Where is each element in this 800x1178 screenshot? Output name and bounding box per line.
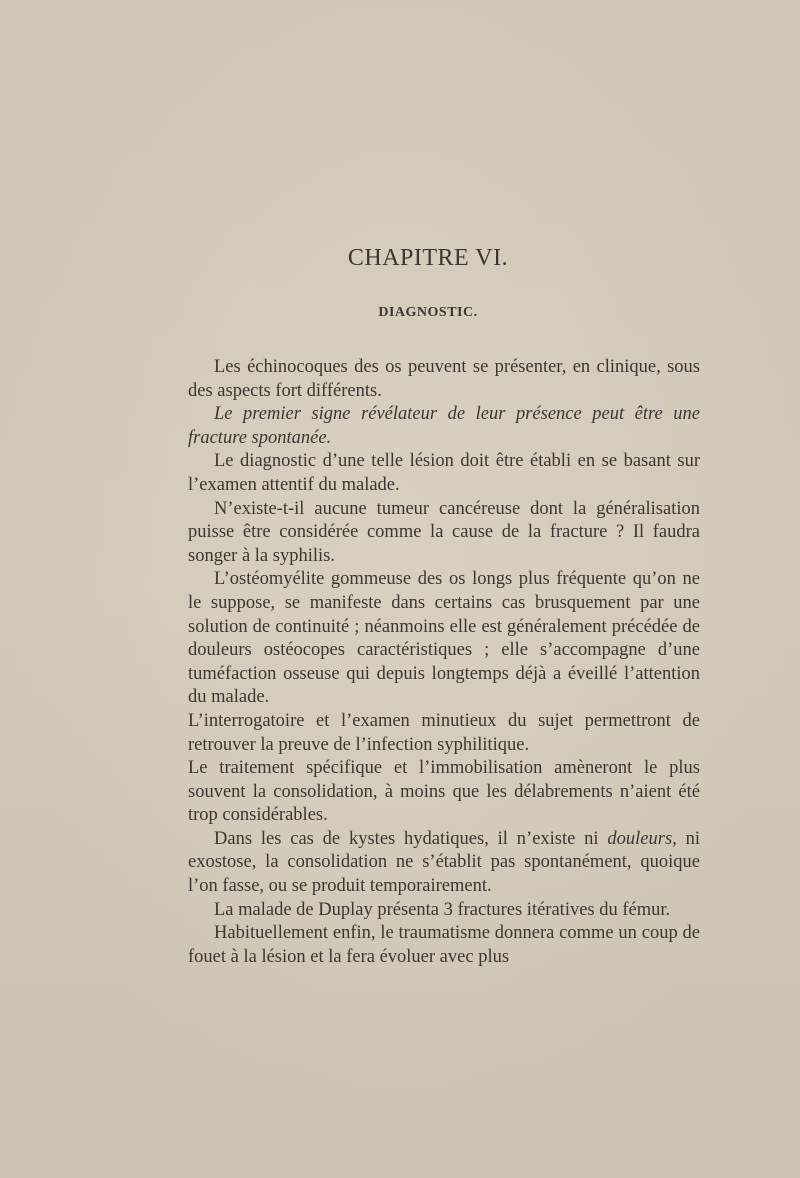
paragraph: L’interrogatoire et l’examen minutieux du sujet permettront de retrouver la preuve de l’infection syphilitique. — [188, 710, 700, 755]
italic-word: douleurs — [607, 828, 673, 849]
paragraph: La malade de Duplay présenta 3 fractures itératives du fémur. — [214, 899, 671, 920]
paragraph: Le diagnostic d’une telle lésion doit être établi en se basant sur l’examen attentif du malade. — [188, 451, 700, 495]
paragraph-italic: Le premier signe révélateur de leur présence peut être une fracture spontanée. — [188, 404, 700, 448]
paragraph: L’ostéomyélite gommeuse des os longs plus fréquente qu’on ne le suppose, se manifeste dans certains cas brusquement par une solution de continuité ; néanmoins elle est généralement précédée de douleurs ostéocopes caractéristiques ; elle s’accompagne d’une tuméfaction osseuse qui depuis longtemps déjà a éveillé l’attention du malade. — [188, 569, 700, 708]
paragraph-segment: Dans les cas de kystes hydatiques, il n’existe ni — [214, 828, 608, 849]
paragraph: Les échinocoques des os peuvent se présenter, en clinique, sous des aspects fort différents. — [188, 357, 700, 401]
section-title: DIAGNOSTIC. — [378, 305, 478, 320]
paragraph: Le traitement spécifique et l’immobilisation amèneront le plus souvent la consolidation, à moins que les délabrements n’aient été trop considérables. — [188, 758, 700, 826]
paragraph — [188, 828, 700, 899]
paragraph: Habituellement enfin, le traumatisme donnera comme un coup de fouet à la lésion et la fera évoluer avec plus — [188, 923, 700, 967]
paragraph-segment: , ni exostose, la consolidation ne s’établit pas spontanément, quoique l’on fasse, ou se produit temporairement. — [188, 828, 701, 897]
body-text — [188, 356, 700, 969]
paragraph: N’existe-t-il aucune tumeur cancéreuse dont la généralisation puisse être considérée comme la cause de la fracture ? Il faudra songer à la syphilis. — [188, 498, 700, 566]
chapter-title: CHAPITRE VI. — [347, 245, 509, 271]
